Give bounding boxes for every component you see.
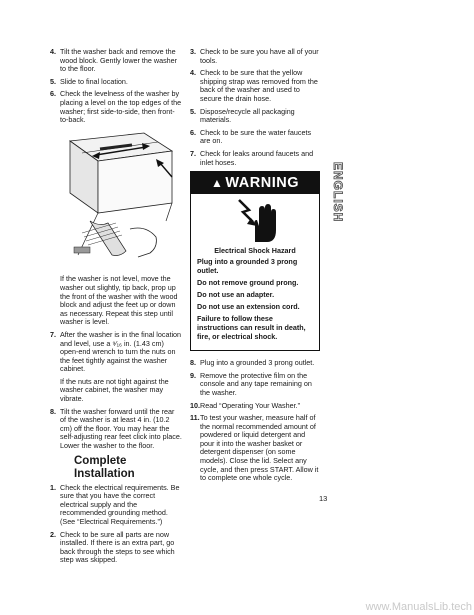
language-tab: [322, 160, 345, 230]
step-number: 8.: [50, 406, 56, 416]
step-text: Slide to final location.: [60, 76, 128, 86]
left-column: [50, 48, 182, 569]
step-text: Tilt the washer back and remove the wood block. Gently lower the washer to the floor.: [60, 47, 178, 74]
language-tab-label: ENGLISH: [331, 162, 345, 223]
list-item: [50, 48, 182, 74]
step-number: 7.: [50, 329, 56, 339]
warning-line: Failure to follow these instructions can result in death, fire, or electrical shock.: [197, 314, 306, 342]
list-item: [190, 150, 320, 167]
list-item: [190, 108, 320, 125]
step-text: To test your washer, measure half of the normal recommended amount of powdered or liquid detergent and pour it into the washer basket or detergent dispenser (on some models). Close the lid. Select any cycle, and then press START. Allow it to complete one whole cycle.: [200, 413, 319, 483]
warning-banner-label: WARNING: [225, 174, 299, 191]
warning-banner: [191, 172, 319, 194]
step-number: 3.: [190, 47, 196, 56]
step6-note: If the washer is not level, move the washer out slightly, tip back, prop up the front of the washer with the wood block and adjust the feet up or down as necessary. Repeat this step until washer is level.: [60, 274, 178, 327]
electrical-shock-hand-icon: [191, 194, 319, 246]
step-text: Plug into a grounded 3 prong outlet.: [200, 358, 315, 368]
step-number: 8.: [190, 358, 196, 368]
warning-box: [190, 171, 320, 351]
step7-note: If the nuts are not tight against the washer cabinet, the washer may vibrate.: [60, 376, 169, 404]
step-text: Remove the protective film on the console and any tape remaining on the washer.: [200, 370, 312, 397]
list-item: [190, 69, 320, 103]
watermark: www.ManualsLib.tech: [365, 601, 472, 613]
step-text: Check the levelness of the washer by placing a level on the top edges of the washer; first side-to-side, then front-to-back.: [60, 89, 182, 125]
step-text: Check to be sure you have all of your tools.: [200, 47, 319, 65]
step-text: Check to be sure all parts are now installed. If there is an extra part, go back through the steps to see which step was skipped.: [60, 529, 175, 565]
step-text: Tilt the washer forward until the rear of the washer is at least 4 in. (10.2 cm) off the floor. You may hear the self-adjusting rear feet click into place. Lower the washer to the floor.: [60, 406, 182, 451]
warning-line: Do not use an extension cord.: [197, 302, 300, 312]
step-text: Read “Operating Your Washer.”: [200, 400, 301, 410]
step-number: 6.: [50, 89, 56, 99]
list-item: [50, 90, 182, 124]
step-text: After the washer is in the final location and level, use a ⁹⁄₁₆ in. (1.43 cm) open-end wrench to turn the nuts on the feet tightly against the washer cabinet.: [60, 329, 182, 374]
list-item: [50, 78, 182, 87]
step-number: 7.: [190, 148, 196, 158]
step-number: 5.: [190, 106, 196, 116]
washer-level-illustration: [60, 129, 180, 267]
right-column: [190, 48, 320, 487]
warning-triangle-icon: ▲: [211, 175, 224, 190]
section-heading: Complete Installation: [74, 454, 135, 480]
step-number: 5.: [50, 76, 56, 86]
list-item: [50, 331, 182, 374]
list-item: [190, 129, 320, 146]
list-item: [50, 484, 182, 527]
list-item: [190, 414, 320, 483]
step-number: 6.: [190, 127, 196, 137]
step-number: 11.: [190, 413, 200, 423]
step-text: Check to be sure the water faucets are on.: [200, 127, 312, 146]
step-text: Check to be sure that the yellow shipping strap was removed from the back of the washer and used to secure the drain hose.: [200, 68, 318, 103]
warning-title: Electrical Shock Hazard: [214, 246, 296, 256]
step-number: 2.: [50, 529, 56, 539]
step-number: 4.: [50, 47, 56, 56]
step-number: 1.: [50, 482, 56, 492]
step-text: Dispose/recycle all packaging materials.: [200, 106, 295, 125]
step-number: 10.: [190, 400, 200, 410]
step-text: Check the electrical requirements. Be sure that you have the correct electrical supply and the recommended grounding method. (See “Electrical Requirements.”): [60, 482, 180, 526]
list-item: [190, 48, 320, 65]
step-text: Check for leaks around faucets and inlet hoses.: [200, 148, 314, 167]
warning-line: Do not use an adapter.: [197, 290, 275, 300]
list-item: [190, 402, 320, 411]
list-item: [190, 359, 320, 368]
warning-line: Plug into a grounded 3 prong outlet.: [197, 257, 298, 276]
list-item: [190, 372, 320, 398]
step-number: 4.: [190, 68, 196, 78]
list-item: [50, 408, 182, 451]
warning-body: [191, 246, 319, 350]
page-number: 13: [319, 494, 328, 503]
step-number: 9.: [190, 370, 196, 380]
list-item: [50, 531, 182, 565]
warning-line: Do not remove ground prong.: [197, 278, 299, 288]
